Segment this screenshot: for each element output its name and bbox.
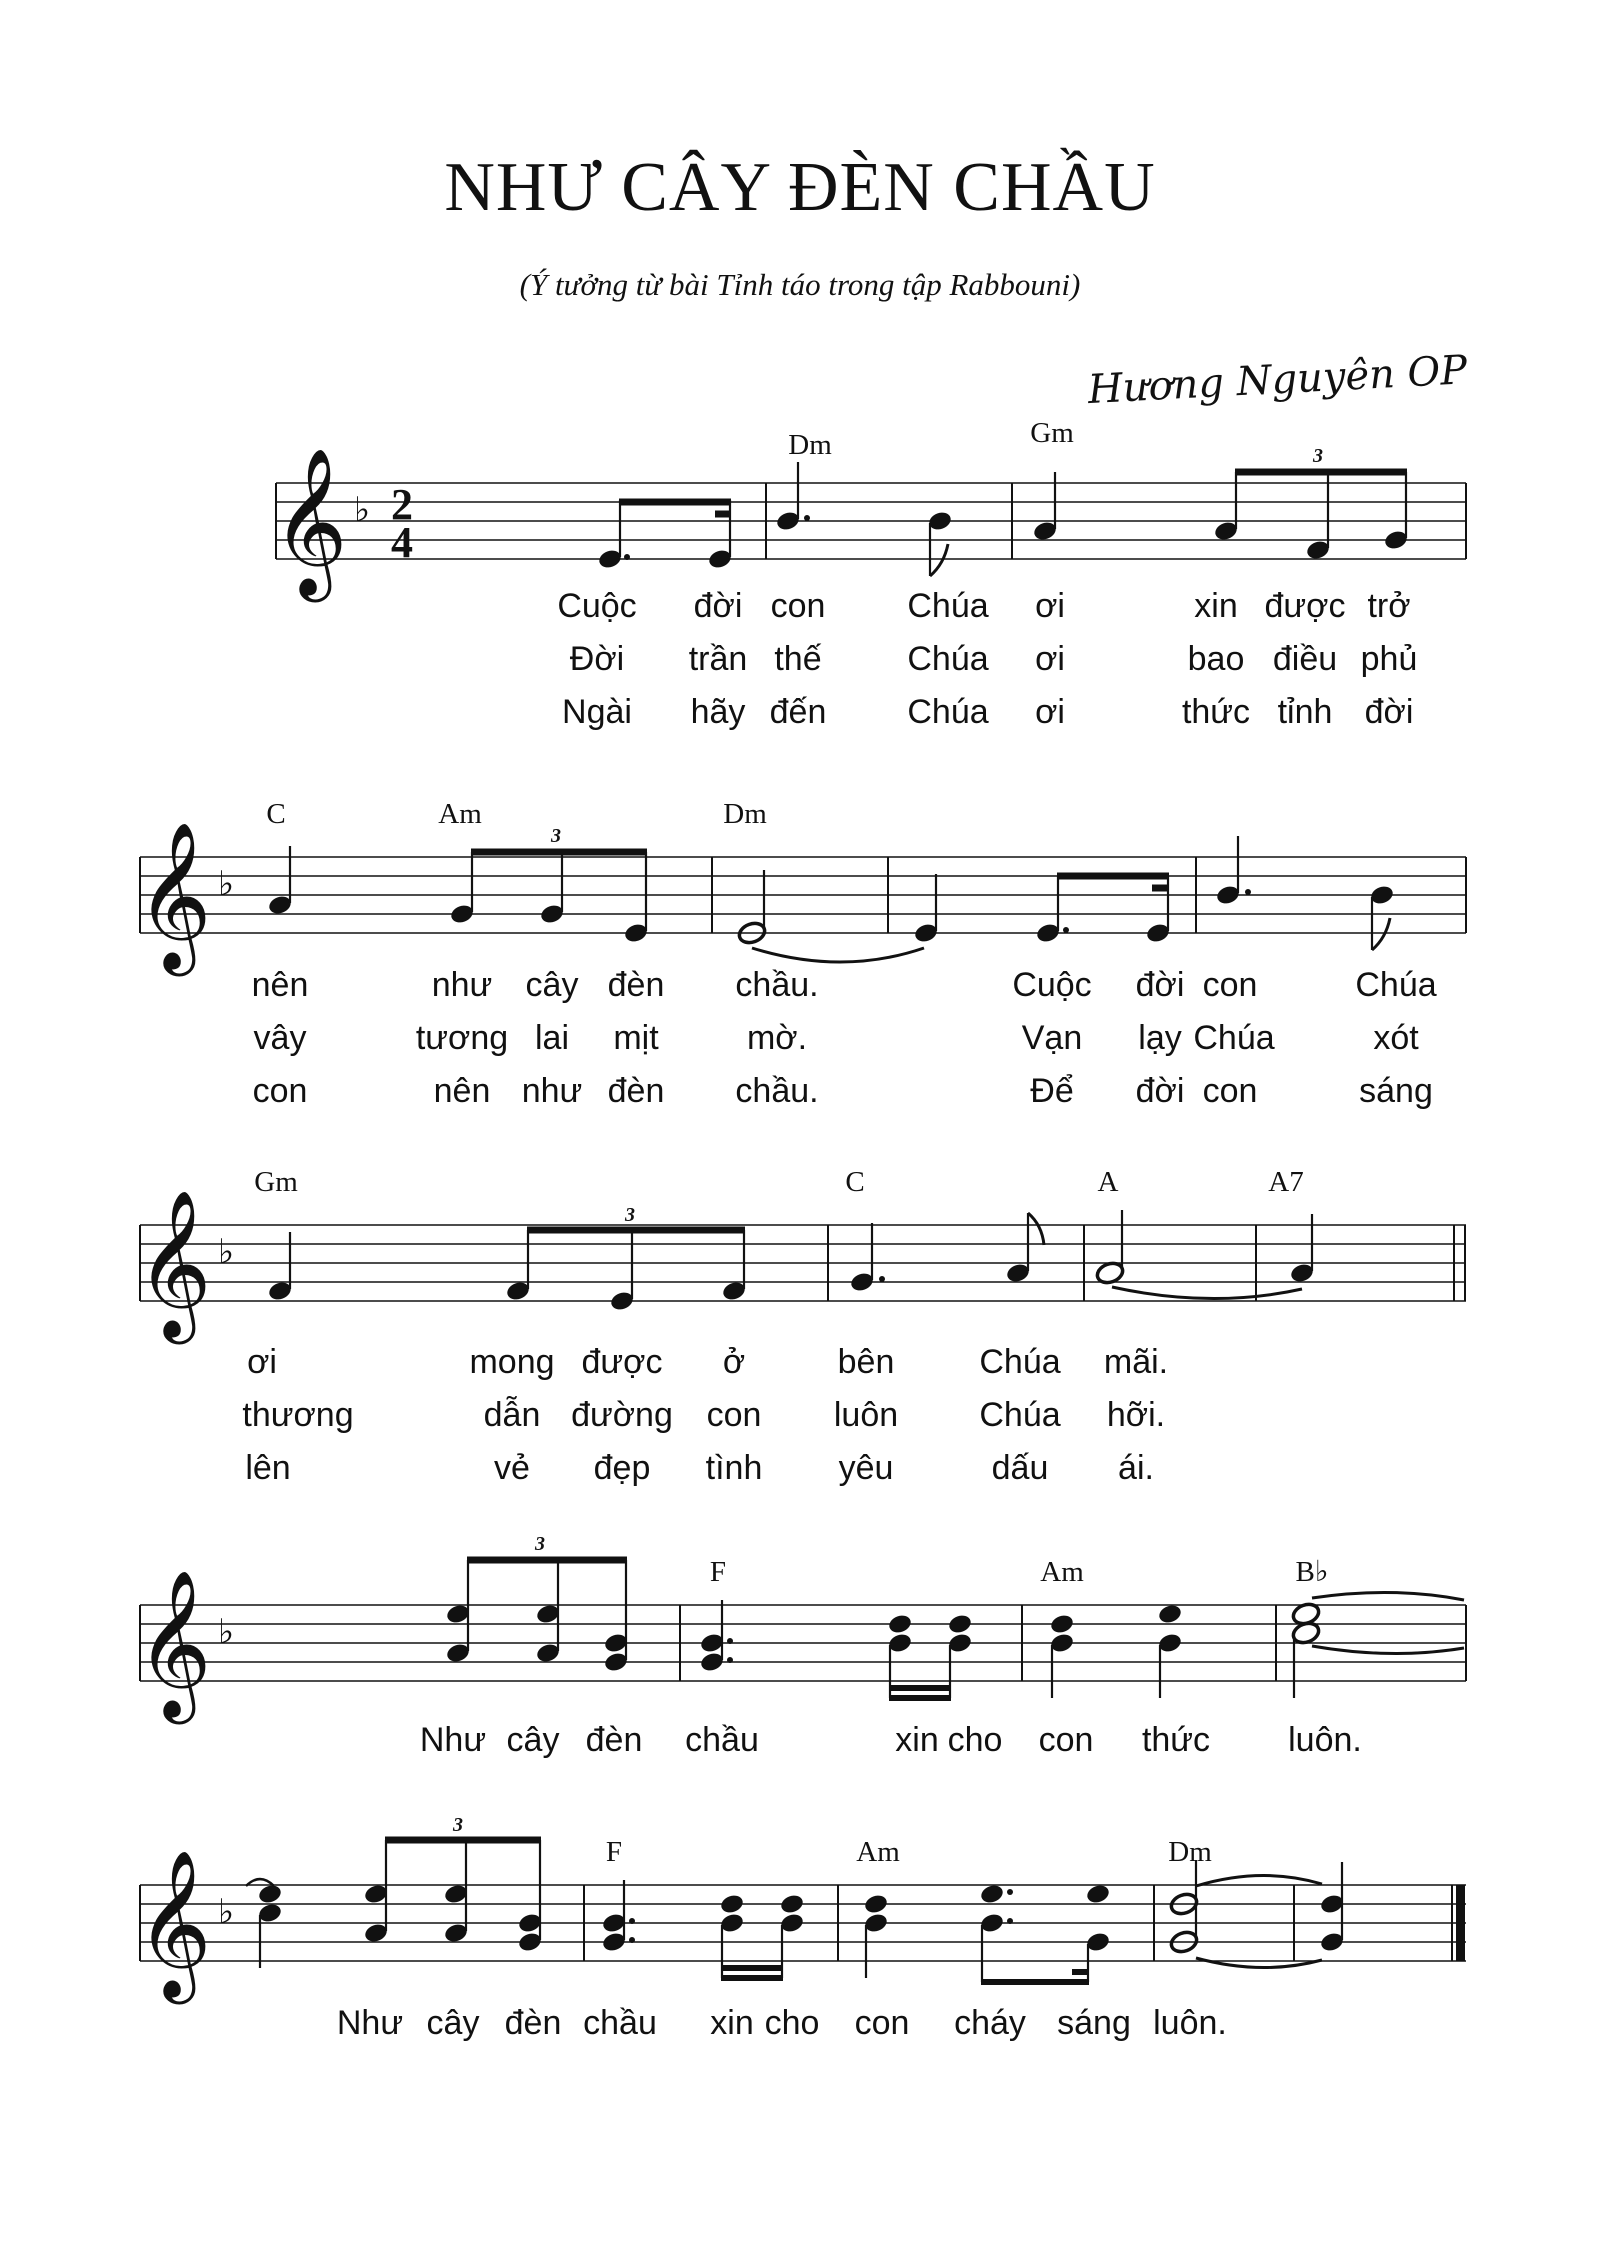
tuplet-mark: 3 xyxy=(625,1204,635,1226)
lyrics-verse-3 xyxy=(562,693,1413,731)
notes xyxy=(267,1204,1315,1312)
tuplet-mark: 3 xyxy=(551,825,561,847)
lyric-word: Chúa xyxy=(1355,966,1437,1004)
lyric-word: thương xyxy=(242,1396,354,1434)
lyric-word: ơi xyxy=(1035,693,1065,731)
lyric-word: Chúa xyxy=(907,640,989,678)
lyric-word: vẻ xyxy=(494,1449,530,1487)
lyric-word: tỉnh xyxy=(1277,693,1333,731)
key-signature-flat-icon: ♭ xyxy=(218,1232,235,1272)
lyric-word: điều xyxy=(1272,640,1338,678)
lyric-word: đời xyxy=(1135,1072,1185,1110)
lyric-word: lạy xyxy=(1138,1019,1182,1057)
lyric-word: đường xyxy=(571,1396,673,1434)
lyric-word: hãy xyxy=(690,693,746,731)
lyric-word: Như xyxy=(419,1721,487,1759)
lyric-word: bao xyxy=(1187,640,1245,678)
lyric-word: chầu xyxy=(685,1721,759,1759)
lyric-word: bên xyxy=(837,1343,895,1381)
lyric-word: đèn xyxy=(585,1721,643,1759)
system-3 xyxy=(136,1166,1466,1487)
treble-clef-icon: 𝄞 xyxy=(136,821,212,970)
staff-lines xyxy=(140,857,1466,933)
chord-symbol: Gm xyxy=(1030,417,1074,449)
chord-symbol: F xyxy=(709,1556,727,1588)
lyric-word: chầu. xyxy=(735,1072,819,1110)
lyric-word: mịt xyxy=(613,1019,659,1057)
lyric-word: như xyxy=(431,966,493,1004)
lyric-word: đời xyxy=(693,587,743,625)
lyric-word: cây xyxy=(506,1721,560,1759)
system-2 xyxy=(136,798,1466,1110)
lyrics-verse-2 xyxy=(570,640,1418,678)
lyric-word: Chúa xyxy=(1193,1019,1275,1057)
lyric-word: ái. xyxy=(1118,1449,1154,1487)
chord-symbol: F xyxy=(605,1836,623,1868)
staff-lines xyxy=(140,1885,1466,1961)
lyric-word: yêu xyxy=(838,1449,894,1487)
tuplet-mark: 3 xyxy=(535,1533,545,1555)
lyrics-verse-3 xyxy=(245,1449,1154,1487)
lyrics-verse-3 xyxy=(253,1072,1433,1110)
tuplet-mark: 3 xyxy=(1313,445,1323,467)
lyric-word: đời xyxy=(1135,966,1185,1004)
treble-clef-icon: 𝄞 xyxy=(136,1189,212,1338)
lyric-word: con xyxy=(770,587,826,625)
lyrics-verse-1 xyxy=(420,1721,1362,1759)
key-signature-flat-icon: ♭ xyxy=(218,864,235,904)
lyric-word: đèn xyxy=(504,2004,562,2042)
lyric-word: thức xyxy=(1141,1721,1211,1759)
lyric-word: tình xyxy=(705,1449,763,1487)
lyric-word: ở xyxy=(722,1343,746,1381)
lyric-word: Ngài xyxy=(562,693,632,731)
system-1 xyxy=(272,417,1466,731)
lyrics-verse-1 xyxy=(247,1343,1168,1381)
lyric-word: con xyxy=(1038,1721,1094,1759)
lyrics-verse-2 xyxy=(254,1019,1420,1057)
lyric-word: Cuộc xyxy=(1012,966,1092,1004)
lyric-word: trần xyxy=(688,640,748,678)
lyric-word: nên xyxy=(251,966,309,1004)
lyric-word: xin xyxy=(1194,587,1238,625)
lyric-word: mong xyxy=(469,1343,555,1381)
time-signature-denominator: 4 xyxy=(391,518,413,567)
lyric-word: cho xyxy=(764,2004,820,2042)
system-4 xyxy=(136,1533,1466,1759)
lyric-word: đèn xyxy=(607,1072,665,1110)
lyrics-verse-2 xyxy=(242,1396,1165,1434)
time-signature-numerator: 2 xyxy=(391,480,413,529)
lyric-word: Đời xyxy=(569,640,625,678)
tuplet-mark: 3 xyxy=(453,1814,463,1836)
lyric-word: Cuộc xyxy=(557,587,637,625)
lyric-word: thức xyxy=(1181,693,1251,731)
key-signature-flat-icon: ♭ xyxy=(218,1612,235,1652)
lyric-word: tương xyxy=(415,1019,509,1057)
lyric-word: Chúa xyxy=(979,1343,1061,1381)
lyric-word: sáng xyxy=(1057,2004,1131,2042)
system-5 xyxy=(136,1814,1466,2042)
lyric-word: sáng xyxy=(1359,1072,1433,1110)
treble-clef-icon: 𝄞 xyxy=(272,447,348,596)
lyric-word: cho xyxy=(947,1721,1003,1759)
staff-lines xyxy=(140,1605,1466,1681)
key-signature-flat-icon: ♭ xyxy=(354,490,371,530)
lyric-word: phủ xyxy=(1360,640,1418,678)
lyric-word: được xyxy=(581,1343,663,1381)
treble-clef-icon: 𝄞 xyxy=(136,1849,212,1998)
chord-symbol: Am xyxy=(856,1836,900,1868)
lyric-word: hỡi. xyxy=(1106,1396,1166,1434)
lyric-word: thế xyxy=(774,640,822,678)
lyric-word: nên xyxy=(433,1072,491,1110)
lyric-word: Để xyxy=(1030,1072,1074,1110)
lyric-word: ơi xyxy=(247,1343,277,1381)
notes xyxy=(267,825,1395,962)
lyric-word: cây xyxy=(426,2004,480,2042)
chord-symbol: B♭ xyxy=(1295,1556,1329,1588)
lyric-word: con xyxy=(706,1396,762,1434)
lyric-word: dẫn xyxy=(483,1396,541,1434)
lyric-word: Như xyxy=(336,2004,404,2042)
lyric-word: Chúa xyxy=(979,1396,1061,1434)
chord-symbol: Gm xyxy=(254,1166,298,1198)
lyric-word: lai xyxy=(534,1019,570,1057)
lyric-word: dấu xyxy=(991,1449,1049,1487)
lyrics-verse-1 xyxy=(252,966,1437,1004)
chord-symbol: Dm xyxy=(1168,1836,1212,1868)
lyric-word: ơi xyxy=(1035,587,1065,625)
lyrics-verse-1 xyxy=(557,587,1410,625)
lyric-word: được xyxy=(1264,587,1346,625)
lyric-word: luôn. xyxy=(1288,1721,1362,1759)
lyric-word: cây xyxy=(525,966,579,1004)
staff-lines xyxy=(140,1225,1466,1301)
chord-symbol: Am xyxy=(438,798,482,830)
key-signature-flat-icon: ♭ xyxy=(218,1892,235,1932)
staff-lines xyxy=(276,483,1466,559)
chord-symbol: Dm xyxy=(723,798,767,830)
lyric-word: ơi xyxy=(1035,640,1065,678)
lyric-word: vây xyxy=(253,1019,307,1057)
composer-signature: Hương Nguyên OP xyxy=(1086,347,1469,414)
chord-symbol: Dm xyxy=(788,429,832,461)
chord-symbol: A xyxy=(1097,1166,1119,1198)
lyric-word: xin xyxy=(895,1721,939,1759)
page-subtitle: (Ý tưởng từ bài Tỉnh táo trong tập Rabbouni) xyxy=(519,267,1081,302)
lyric-word: chầu. xyxy=(735,966,819,1004)
lyric-word: con xyxy=(1202,1072,1258,1110)
lyric-word: đèn xyxy=(607,966,665,1004)
notes xyxy=(597,445,1409,576)
lyric-word: trở xyxy=(1367,587,1411,625)
lyrics-verse-1 xyxy=(337,2004,1227,2042)
lyric-word: xót xyxy=(1373,1019,1419,1057)
lyric-word: mãi. xyxy=(1103,1343,1169,1381)
page-title: NHƯ CÂY ĐÈN CHẦU xyxy=(444,149,1156,226)
treble-clef-icon: 𝄞 xyxy=(136,1569,212,1718)
lyric-word: luôn xyxy=(833,1396,899,1434)
chord-symbol: C xyxy=(266,798,286,830)
chord-symbol: A7 xyxy=(1268,1166,1304,1198)
lyric-word: lên xyxy=(245,1449,291,1487)
lyric-word: luôn. xyxy=(1153,2004,1227,2042)
lyric-word: đời xyxy=(1364,693,1414,731)
lyric-word: đến xyxy=(769,693,827,731)
lyric-word: cháy xyxy=(954,2004,1026,2042)
lyric-word: Chúa xyxy=(907,587,989,625)
lyric-word: như xyxy=(521,1072,583,1110)
lyric-word: xin xyxy=(710,2004,754,2042)
lyric-word: chầu xyxy=(583,2004,657,2042)
lyric-word: Chúa xyxy=(907,693,989,731)
chord-symbol: C xyxy=(845,1166,865,1198)
lyric-word: đẹp xyxy=(593,1449,651,1487)
lyric-word: con xyxy=(1202,966,1258,1004)
lyric-word: con xyxy=(252,1072,308,1110)
lyric-word: con xyxy=(854,2004,910,2042)
chord-symbol: Am xyxy=(1040,1556,1084,1588)
lyric-word: mờ. xyxy=(746,1019,808,1057)
lyric-word: Vạn xyxy=(1021,1019,1083,1057)
